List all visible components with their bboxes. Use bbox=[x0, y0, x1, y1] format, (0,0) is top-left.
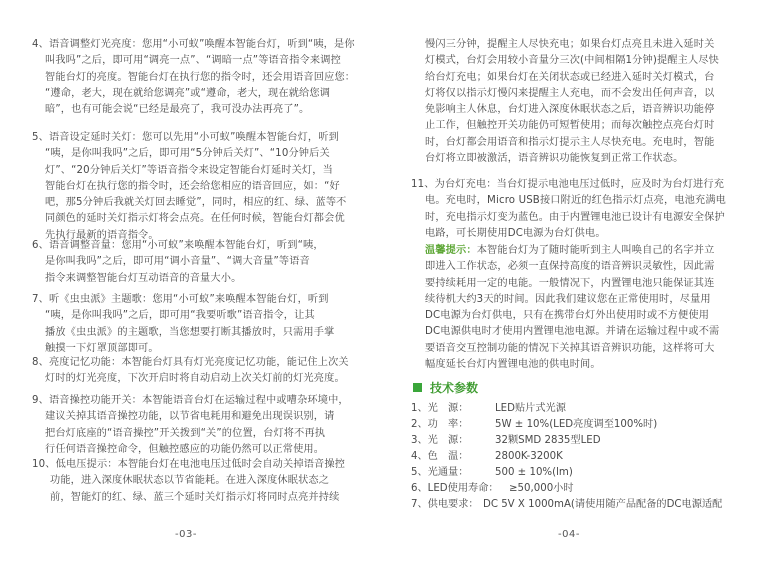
text-line: 时，充电指示灯变为蓝色。由于内置锂电池已设计有电源安全保护 bbox=[425, 211, 725, 223]
item-4-brightness bbox=[32, 37, 355, 118]
spec-value: 2800K-3200K bbox=[495, 451, 563, 462]
text-line: 灯模式，台灯会用较小音量分三次(中间相隔1分钟)提醒主人尽快 bbox=[425, 55, 719, 67]
square-bullet-icon bbox=[413, 383, 422, 392]
page-number-right: -04- bbox=[558, 529, 580, 540]
text-line: 台灯将立即被激活，语音辨识功能恢复到正常工作状态。 bbox=[425, 153, 684, 165]
text-line: 播放《虫虫派》的主题歌，当您想要打断其播放时，只需用手掌 bbox=[45, 326, 335, 338]
text-line: 电路，可长期使用DC电源为台灯供电。 bbox=[425, 227, 606, 239]
text-line: DC电源为台灯供电，只有在携带台灯外出使用时或不方便使用 bbox=[425, 310, 710, 322]
spec-key: 5、光通量： bbox=[411, 467, 469, 478]
item-10-low-voltage bbox=[32, 457, 345, 506]
text-line: 10、低电压提示：本智能台灯在电池电压过低时会自动关掉语音操控 bbox=[32, 459, 346, 470]
spec-value: 500 ± 10%(lm) bbox=[495, 467, 573, 478]
text-line: 要语音交互控制功能的情况下关掉其语音辨识功能，这样将可大 bbox=[425, 342, 715, 354]
text-line: 灯”、“20分钟后关灯”等语音指令来设定智能台灯延时关灯，当 bbox=[45, 164, 333, 176]
text-line: 把台灯底座的“语音操控”开关拨到“关”的位置，台灯将不再执 bbox=[45, 427, 326, 439]
text-line: 9、语音操控功能开关：本智能语音台灯在运输过程中或嘈杂环境中， bbox=[32, 395, 349, 406]
spec-value: DC 5V X 1000mA(请使用随产品配备的DC电源适配 bbox=[483, 499, 723, 510]
text-line: 先执行最新的语音指令。 bbox=[45, 229, 159, 241]
text-line: 幅度延长台灯内置锂电池的供电时间。 bbox=[425, 359, 601, 371]
spec-row bbox=[411, 433, 601, 449]
text-line: 暗”，也有可能会说“已经是最亮了，我可没办法再亮了”。 bbox=[45, 104, 310, 116]
text-line: 免影响主人休息，台灯进入深度休眠状态之后，语音辨识功能停 bbox=[425, 104, 715, 116]
text-line: 7、听《虫虫派》主题歌：您用“小可蚁”来唤醒本智能台灯，听到 bbox=[32, 294, 329, 305]
spec-value: 5W ± 10%(LED亮度调至100%时) bbox=[495, 419, 658, 430]
text-line: 4、语音调整灯光亮度：您用“小可蚁”唤醒本智能台灯，听到“咦，是你 bbox=[32, 39, 355, 50]
text-line: “遵命，老大，现在就给您调亮”或“遵命，老大，现在就给您调 bbox=[45, 87, 331, 99]
section-title: 技术参数 bbox=[430, 381, 479, 395]
warning-note bbox=[425, 243, 719, 373]
text-line: 灯时的灯光亮度，下次开启时将自动启动上次关灯前的灯光亮度。 bbox=[45, 373, 345, 385]
text-line: 智能台灯在执行您的指令时，还会给您相应的语音回应，如：“好 bbox=[45, 180, 340, 192]
text-line: 要持续耗用一定的电能。一般情况下，内置锂电池只能保证其连 bbox=[425, 277, 715, 289]
spec-value: LED贴片式光源 bbox=[495, 403, 566, 414]
spec-value: ≥50,000小时 bbox=[509, 483, 574, 494]
text-line: 功能，进入深度休眠状态以节省能耗。在进入深度休眠状态之 bbox=[50, 475, 330, 487]
spec-row bbox=[411, 417, 657, 433]
text-line: 本智能台灯为了随时能听到主人叫唤自己的名字并立 bbox=[476, 245, 715, 256]
spec-key: 1、光 源： bbox=[411, 403, 469, 414]
warning-label: 温馨提示： bbox=[425, 245, 477, 256]
text-line: 止工作，但触控开关功能仍可短暂使用；而每次触控点亮台灯时 bbox=[425, 120, 715, 132]
spec-key: 3、光 源： bbox=[411, 435, 469, 446]
item-8-memory bbox=[32, 355, 349, 388]
text-line: 给台灯充电；如果台灯在关闭状态或已经进入延时关灯模式，台 bbox=[425, 71, 715, 83]
spec-row bbox=[411, 401, 566, 417]
item-10-continuation bbox=[425, 37, 719, 167]
item-6-volume bbox=[32, 238, 324, 287]
text-line: 智能台灯的亮度。智能台灯在执行您的指令时，还会用语音回应您： bbox=[45, 71, 356, 83]
item-7-theme-song bbox=[32, 292, 334, 357]
page-number-left: -03- bbox=[175, 529, 197, 540]
text-line: 叫我吗”之后，即可用“调亮一点”、“调暗一点”等语音指令来调控 bbox=[45, 55, 341, 67]
text-line: 时，台灯都会用语音和指示灯提示主人尽快充电。充电时，智能 bbox=[425, 136, 715, 148]
text-line: 是你叫我吗”之后，即可用“调小音量”、“调大音量”等语音 bbox=[45, 256, 310, 268]
spec-row bbox=[411, 497, 722, 513]
warning-first-line bbox=[425, 243, 719, 259]
spec-key: 2、功 率： bbox=[411, 419, 469, 430]
spec-row bbox=[411, 465, 573, 481]
item-5-timer-off bbox=[32, 130, 347, 244]
item-11-charging bbox=[411, 177, 726, 242]
text-line: 建议关掉其语音操控功能，以节省电耗用和避免出现误识别，请 bbox=[45, 411, 335, 423]
spec-row bbox=[411, 481, 574, 497]
text-line: “咦，是你叫我吗”之后，即可用“我要听歌”语音指令，让其 bbox=[45, 310, 315, 322]
text-line: 慢闪三分钟，提醒主人尽快充电；如果台灯点亮且未进入延时关 bbox=[425, 39, 715, 50]
text-line: 6、语音调整音量：您用“小可蚁”来唤醒本智能台灯，听到“咦， bbox=[32, 240, 324, 251]
text-line: 指令来调整智能台灯互动语音的音量大小。 bbox=[45, 272, 242, 284]
spec-key: 7、供电要求： bbox=[411, 499, 479, 510]
spec-key: 6、LED使用寿命： bbox=[411, 483, 499, 494]
item-9-voice-switch bbox=[32, 393, 349, 458]
text-line: DC电源供电时才使用内置锂电池电源。并请在运输过程中或不需 bbox=[425, 326, 720, 338]
spec-row bbox=[411, 449, 563, 465]
text-line: 前，智能灯的红、绿、蓝三个延时关灯指示灯将同时点亮并持续 bbox=[50, 491, 340, 503]
spec-value: 32颗SMD 2835型LED bbox=[495, 435, 601, 446]
text-line: 续待机大约3天的时间。因此我们建议您在正常使用时，尽量用 bbox=[425, 293, 711, 305]
tech-specs-heading bbox=[413, 379, 478, 396]
text-line: 同颜色的延时关灯指示灯将会点亮。在任何时候，智能台灯都会优 bbox=[45, 213, 345, 225]
text-line: 灯将仅以指示灯慢闪来提醒主人充电，而不会发出任何声音，以 bbox=[425, 87, 715, 99]
text-line: 吧，那5分钟后我就关灯回去睡觉”，同时，相应的红、绿、蓝等不 bbox=[45, 197, 347, 209]
text-line: 触摸一下灯罩顶部即可。 bbox=[45, 342, 159, 354]
text-line: “咦，是你叫我吗”之后，即可用“5分钟后关灯”、“10分钟后关 bbox=[45, 148, 330, 160]
text-line: 电。充电时，Micro USB接口附近的红色指示灯点亮，电池充满电 bbox=[425, 195, 727, 207]
text-line: 即进入工作状态，必须一直保持高度的语音辨识灵敏性，因此需 bbox=[425, 261, 715, 273]
text-line: 行任何语音操控命令，但触控感应的功能仍然可以正常使用。 bbox=[45, 443, 325, 455]
text-line: 8、亮度记忆功能：本智能台灯具有灯光亮度记忆功能，能记住上次关 bbox=[32, 357, 349, 368]
spec-key: 4、色 温： bbox=[411, 451, 469, 462]
text-line: 5、语音设定延时关灯：您可以先用“小可蚁”唤醒本智能台灯，听到 bbox=[32, 132, 339, 143]
text-line: 11、为台灯充电：当台灯提示电池电压过低时，应及时为台灯进行充 bbox=[411, 179, 725, 190]
